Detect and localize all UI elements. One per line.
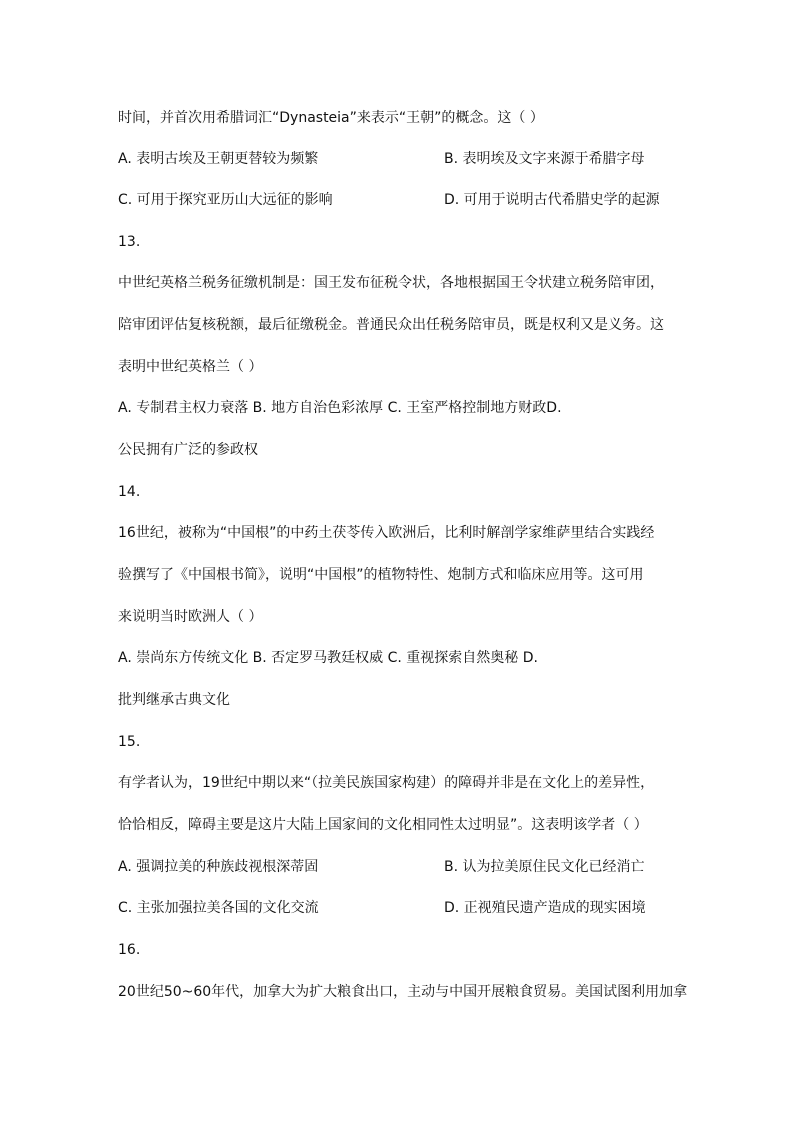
- q14-number: 14.: [118, 484, 141, 500]
- q16-number: 16.: [118, 942, 141, 958]
- q15-option-a: A. 强调拉美的种族歧视根深蒂固: [118, 859, 319, 875]
- q16-stem-line-1: 20世纪50~60年代，加拿大为扩大粮食出口，主动与中国开展粮食贸易。美国试图利用加拿: [118, 984, 688, 1000]
- q14-options: A. 崇尚东方传统文化 B. 否定罗马教廷权威 C. 重视探索自然奥秘 D.: [118, 650, 538, 666]
- q13-number: 13.: [118, 234, 141, 250]
- q14-option-d-wrap: 批判继承古典文化: [118, 692, 230, 708]
- q13-options: A. 专制君主权力衰落 B. 地方自治色彩浓厚 C. 王室严格控制地方财政D.: [118, 400, 562, 416]
- q15-option-c: C. 主张加强拉美各国的文化交流: [118, 900, 319, 916]
- q15-stem-line-1: 有学者认为，19世纪中期以来“（拉美民族国家构建）的障碍并非是在文化上的差异性，: [118, 775, 655, 791]
- q15-option-b: B. 认为拉美原住民文化已经消亡: [444, 859, 645, 875]
- q13-stem-line-1: 中世纪英格兰税务征缴机制是：国王发布征税令状，各地根据国王令状建立税务陪审团，: [118, 275, 664, 291]
- q12-option-c: C. 可用于探究亚历山大远征的影响: [118, 192, 333, 208]
- q14-stem-line-3: 来说明当时欧洲人（ ）: [118, 609, 263, 625]
- q12-option-a: A. 表明古埃及王朝更替较为频繁: [118, 151, 319, 167]
- q15-stem-line-2: 恰恰相反，障碍主要是这片大陆上国家间的文化相同性太过明显”。这表明该学者（ ）: [118, 817, 648, 833]
- q12-option-d: D. 可用于说明古代希腊史学的起源: [444, 192, 660, 208]
- q13-stem-line-2: 陪审团评估复核税额，最后征缴税金。普通民众出任税务陪审员，既是权利又是义务。这: [118, 317, 664, 333]
- q14-stem-line-2: 验撰写了《中国根书简》，说明“中国根”的植物特性、炮制方式和临床应用等。这可用: [118, 567, 644, 583]
- q14-stem-line-1: 16世纪，被称为“中国根”的中药土茯苓传入欧洲后，比利时解剖学家维萨里结合实践经: [118, 525, 655, 541]
- q12-stem-line: 时间，并首次用希腊词汇“Dynasteia”来表示“王朝”的概念。这（ ）: [118, 110, 544, 126]
- q13-stem-line-3: 表明中世纪英格兰（ ）: [118, 359, 263, 375]
- q13-option-d-wrap: 公民拥有广泛的参政权: [118, 442, 258, 458]
- q15-option-d: D. 正视殖民遗产造成的现实困境: [444, 900, 646, 916]
- q12-option-b: B. 表明埃及文字来源于希腊字母: [444, 151, 645, 167]
- q15-number: 15.: [118, 734, 141, 750]
